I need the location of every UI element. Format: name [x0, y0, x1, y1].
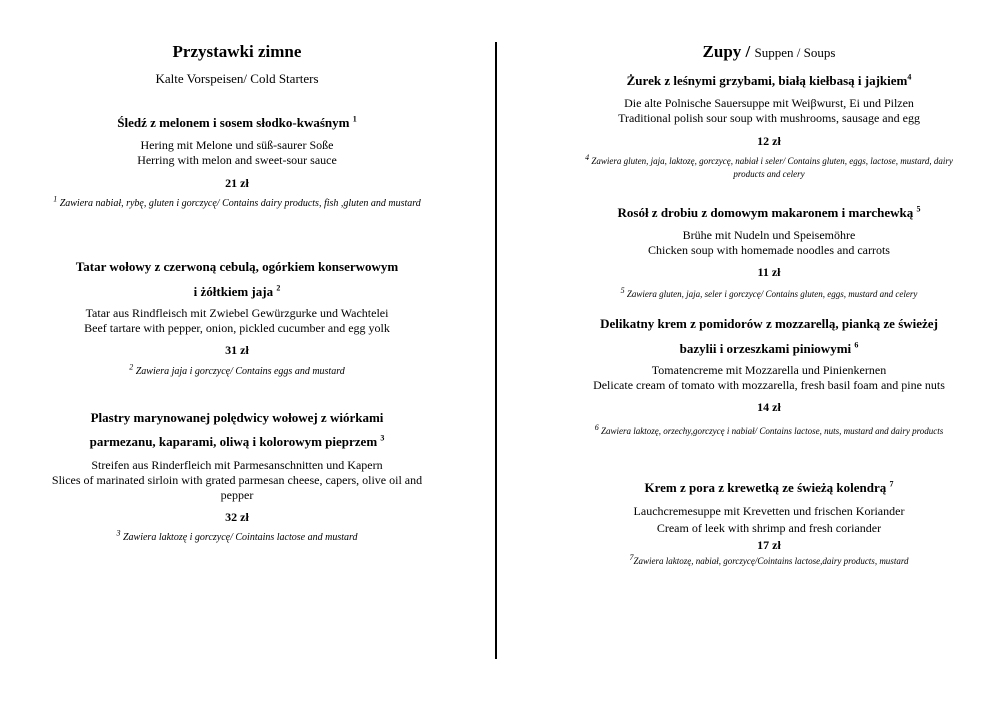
dish-desc-de: Tomatencreme mit Mozzarella und Pinienkernen [651, 363, 887, 377]
dish-name-line2: parmezanu, kaparami, oliwą i kolorowym pieprzem $^3$ [89, 433, 385, 449]
dish-price: 17 zł [757, 538, 781, 552]
dish-name-line2: i żółtkiem jaja $^2$ [193, 283, 281, 299]
dish-price: 11 zł [757, 265, 781, 279]
allergen-note: $^3$ Zawiera laktozę i gorczycę/ Cointains lactose and mustard [116, 528, 358, 543]
dish-name: Tatar wołowy z czerwoną cebulą, ogórkiem konserwowym [75, 259, 399, 274]
dish-name: Żurek z leśnymi grzybami, białą kiełbasą i jajkiem$^4$ [626, 72, 912, 88]
dish-name: Delikatny krem z pomidorów z mozzarellą, pianką ze świeżej [600, 316, 938, 331]
dish-desc-en: Chicken soup with homemade noodles and carrots [648, 243, 890, 257]
section-title: Zupy / Suppen / Soups [702, 42, 836, 61]
dish-desc-de: Die alte Polnische Sauersuppe mit Weiβwurst, Ei und Pilzen [624, 96, 914, 110]
allergen-note: $^6$ Zawiera laktozę, orzechy,gorczycę i nabiał/ Contains lactose, nuts, mustard and dairy products [594, 423, 944, 436]
dish-price: 21 zł [225, 176, 249, 190]
allergen-note: $^4$ Zawiera gluten, jaja, laktozę, gorczycę, nabiał i seler/ Contains gluten, eggs, lactose, mustard, dairy products and celery [585, 153, 953, 179]
dish-desc-en: Traditional polish sour soup with mushrooms, sausage and egg [618, 111, 920, 125]
allergen-note: $^1$ Zawiera nabiał, rybę, gluten i gorczycę/ Contains dairy products, fish ,gluten and mustard [53, 194, 421, 209]
dish-name: Śledź z melonem i sosem słodko-kwaśnym $^1$ [117, 114, 357, 130]
dish-price: 31 zł [225, 343, 249, 357]
allergen-note: $^2$ Zawiera jaja i gorczycę/ Contains eggs and mustard [129, 362, 345, 377]
dish-desc-en: Delicate cream of tomato with mozzarella, fresh basil foam and pine nuts [593, 378, 945, 392]
dish-name: Krem z pora z krewetką ze świeżą kolendrą $^7$ [644, 479, 894, 495]
dish-desc-de: Hering mit Melone und süß-saurer Soße [140, 138, 334, 152]
dish-price: 12 zł [757, 134, 781, 148]
dish-desc-de: Tatar aus Rindfleisch mit Zwiebel Gewürzgurke und Wachtelei [85, 306, 389, 320]
section-title: Przystawki zimne [172, 42, 302, 61]
dish-name: Plastry marynowanej polędwicy wołowej z wiórkami [90, 410, 384, 425]
dish-name-line2: bazylii i orzeszkami piniowymi $^6$ [679, 340, 859, 356]
dish-desc-en: Herring with melon and sweet-sour sauce [137, 153, 337, 167]
dish-desc-en: Slices of marinated sirloin with grated parmesan cheese, capers, olive oil and pepper [51, 473, 423, 502]
dish-price: 32 zł [225, 510, 249, 524]
column-divider [495, 42, 497, 659]
dish-desc-en: Beef tartare with pepper, onion, pickled cucumber and egg yolk [84, 321, 390, 335]
dish-desc-de: Brühe mit Nudeln und Speisemöhre [682, 228, 856, 242]
section-subtitle: Kalte Vorspeisen/ Cold Starters [155, 71, 319, 86]
dish-desc-de: Lauchcremesuppe mit Krevetten und frischen Koriander [633, 504, 905, 518]
dish-price: 14 zł [757, 400, 781, 414]
allergen-note: $^7$Zawiera laktozę, nabiał, gorczycę/Cointains lactose,dairy products, mustard [629, 553, 909, 566]
allergen-note: $^5$ Zawiera gluten, jaja, seler i gorczycę/ Contains gluten, eggs, mustard and celery [620, 286, 918, 299]
dish-desc-en: Cream of leek with shrimp and fresh coriander [656, 521, 882, 535]
dish-desc-de: Streifen aus Rinderfleich mit Parmesanschnitten und Kapern [91, 458, 383, 472]
dish-name: Rosół z drobiu z domowym makaronem i marchewką $^5$ [617, 204, 921, 220]
